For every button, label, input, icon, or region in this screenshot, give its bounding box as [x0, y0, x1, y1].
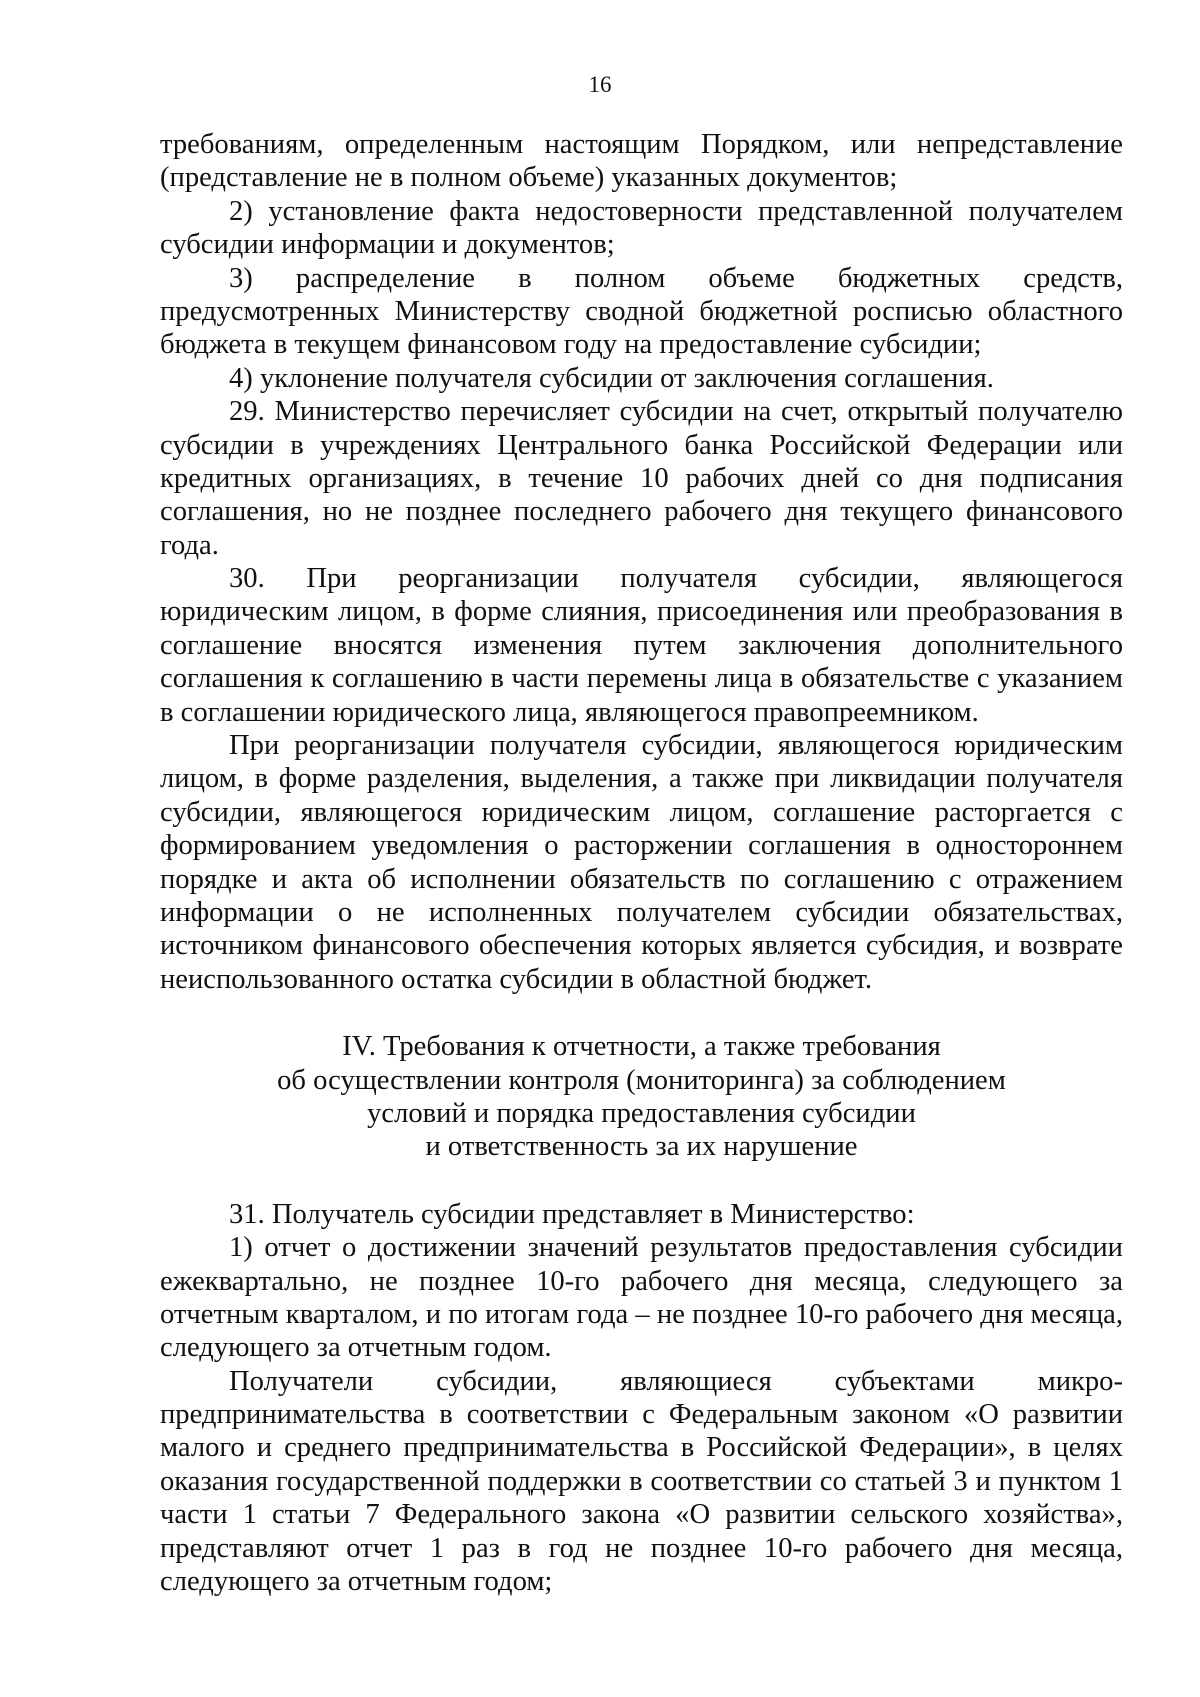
heading-line: об осуществлении контроля (мониторинга) за соблюдением — [277, 1064, 1006, 1096]
text-line: оказания государственной поддержки в соответствии со статьей 3 и пунктом 1 — [160, 1465, 1123, 1497]
text-line: соглашения к соглашению в части перемены лица в обязательстве с указанием — [160, 663, 1123, 695]
heading-line: IV. Требования к отчетности, а также требования — [342, 1031, 941, 1063]
text-line: порядке и акта об исполнении обязательств по соглашению с отражением — [160, 863, 1123, 895]
text-line: предпринимательства в соответствии с Федеральным законом «О развитии — [160, 1399, 1123, 1431]
section-heading — [160, 1030, 1123, 1164]
text-line: юридическим лицом, в форме слияния, присоединения или преобразования в — [160, 596, 1123, 628]
text-line: бюджета в текущем финансовом году на предоставление субсидии; — [160, 329, 982, 361]
text-line: в соглашении юридического лица, являющегося правопреемником. — [160, 696, 979, 728]
text-line: 30. При реорганизации получателя субсидии, являющегося — [229, 563, 1123, 595]
heading-line: и ответственность за их нарушение — [425, 1131, 858, 1163]
text-line: кредитных организациях, в течение 10 рабочих дней со дня подписания — [160, 462, 1123, 494]
text-line: следующего за отчетным годом; — [160, 1566, 553, 1598]
text-line: лицом, в форме разделения, выделения, а также при ликвидации получателя — [160, 763, 1123, 795]
text-line: предусмотренных Министерству сводной бюджетной росписью областного — [160, 295, 1123, 327]
text-line: 2) установление факта недостоверности представленной получателем — [229, 195, 1123, 227]
text-line: 3) распределение в полном объеме бюджетных средств, — [229, 262, 1123, 294]
text-line: 4) уклонение получателя субсидии от заключения соглашения. — [229, 362, 994, 394]
text-line: Получатели субсидии, являющиеся субъектами микро- — [229, 1365, 1123, 1397]
text-line: отчетным кварталом, и по итогам года – не позднее 10-го рабочего дня месяца, — [160, 1298, 1123, 1330]
heading-line: условий и порядка предоставления субсидии — [367, 1097, 916, 1129]
text-line: части 1 статьи 7 Федерального закона «О развитии сельского хозяйства», — [160, 1499, 1123, 1531]
text-line: представляют отчет 1 раз в год не позднее 10-го рабочего дня месяца, — [160, 1532, 1123, 1564]
text-line: соглашения, но не позднее последнего рабочего дня текущего финансового — [160, 496, 1123, 528]
text-line: требованиям, определенным настоящим Порядком, или непредставление — [160, 129, 1123, 160]
text-line: источником финансового обеспечения которых является субсидия, и возврате — [160, 930, 1123, 962]
text-line: 1) отчет о достижении значений результатов предоставления субсидии — [229, 1232, 1123, 1264]
page-number: 16 — [588, 72, 612, 97]
text-line: информации о не исполненных получателем субсидии обязательствах, — [160, 896, 1123, 928]
text-line: 31. Получатель субсидии представляет в Министерство: — [229, 1198, 915, 1230]
text-line: 29. Министерство перечисляет субсидии на счет, открытый получателю — [229, 396, 1123, 428]
text-line: субсидии в учреждениях Центрального банка Российской Федерации или — [160, 429, 1123, 461]
text-line: (представление не в полном объеме) указанных документов; — [160, 162, 898, 194]
text-line: малого и среднего предпринимательства в Российской Федерации», в целях — [160, 1432, 1123, 1464]
text-line: При реорганизации получателя субсидии, являющегося юридическим — [229, 730, 1123, 762]
text-line: субсидии, являющегося юридическим лицом, соглашение расторгается с — [160, 796, 1123, 828]
text-line: формированием уведомления о расторжении соглашения в одностороннем — [160, 830, 1123, 862]
text-line: неиспользованного остатка субсидии в областной бюджет. — [160, 963, 873, 995]
text-line: ежеквартально, не позднее 10-го рабочего дня месяца, следующего за — [160, 1265, 1123, 1297]
text-line: соглашение вносятся изменения путем заключения дополнительного — [160, 629, 1123, 661]
document-body — [160, 128, 1123, 1598]
text-line: следующего за отчетным годом. — [160, 1332, 552, 1364]
text-line: субсидии информации и документов; — [160, 229, 615, 261]
text-line: года. — [160, 529, 219, 561]
